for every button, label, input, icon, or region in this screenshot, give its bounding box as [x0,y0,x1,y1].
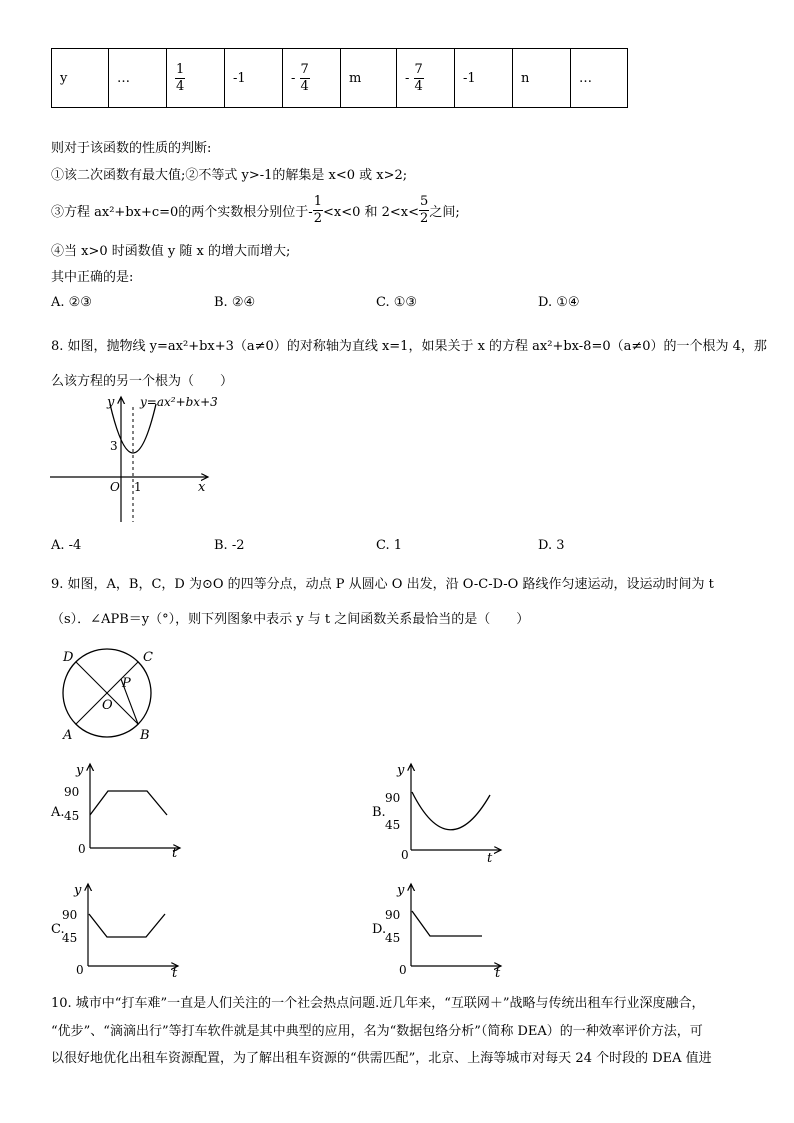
q9-graph-a[interactable] [62,758,187,863]
t-axis-label: t [487,851,493,866]
tick-45: 45 [385,818,401,832]
y-axis-label: y [76,763,84,778]
fraction [300,62,310,95]
q7-option-b[interactable]: B. ②④ [214,295,256,310]
parabola-graph [48,392,223,527]
point-a-label: A [63,728,73,743]
q7-option-c[interactable]: C. ①③ [376,295,418,310]
q7-statement-1-2: ①该二次函数有最大值;②不等式 y>-1的解集是 x<0 或 x>2; [51,168,408,183]
table-cell: m [341,49,397,108]
tick-45: 45 [385,931,401,945]
q10-stem-line1: 10. 城市中“打车难”一直是人们关注的一个社会热点问题.近几年来，“互联网＋”战略与传统出租车行业深度融合， [51,996,705,1011]
origin-label: 0 [399,963,407,977]
point-c-label: C [143,650,153,665]
q8-option-d[interactable]: D. 3 [538,538,565,553]
fraction [419,194,429,227]
q9-graph-d[interactable] [385,878,510,983]
origin-label: 0 [78,842,86,856]
frac-den: 4 [300,78,309,94]
y-axis-label: y [107,395,115,410]
y-axis-label: y [74,883,82,898]
q9-graph-c[interactable] [62,878,187,983]
q7-ask: 其中正确的是: [51,270,134,285]
q9-option-a-label[interactable]: A. [51,805,65,820]
tick-90: 90 [62,908,78,922]
q10-stem-line2: “优步”、“滴滴出行”等打车软件就是其中典型的应用，名为“数据包络分析”（简称 DEA）的一种效率评价方法，可 [51,1024,703,1039]
frac-num: 7 [414,61,423,77]
q9-option-c-label[interactable]: C. [51,922,65,937]
frac-den: 4 [414,78,423,94]
graph-curve [412,792,490,830]
q7-statement-3 [51,190,460,230]
value-table [51,48,628,108]
curve-equation: y=ax²+bx+3 [140,395,218,409]
q9-option-d-label[interactable]: D. [372,922,387,937]
table-cell: -1 [455,49,513,108]
table-cell: n [513,49,571,108]
origin-label: O [110,480,120,494]
q7-option-a[interactable]: A. ②③ [51,295,92,310]
point-b-label: B [140,728,150,743]
x-tick-1: 1 [134,480,142,494]
q7-intro: 则对于该函数的性质的判断: [51,141,212,156]
circle-figure [55,645,170,745]
q7-option-d[interactable]: D. ①④ [538,295,580,310]
q10-stem-line3: 以很好地优化出租车资源配置，为了解出租车资源的“供需匹配”，北京、上海等城市对每天 24 个时段的 DEA 值进 [51,1051,712,1066]
table-cell: - $\frac{7}{4}$ [283,49,341,108]
tick-90: 90 [385,791,401,805]
table-cell: -1 [225,49,283,108]
q8-option-a[interactable]: A. -4 [51,538,82,553]
t-axis-label: t [172,846,178,861]
frac-num: 1 [176,61,185,77]
text-segment: 之间; [429,204,460,220]
text-segment: <x<0 和 2<x< [322,204,420,220]
frac-num: 5 [420,193,429,209]
q8-option-c[interactable]: C. 1 [376,538,403,553]
x-axis-label: x [198,480,206,495]
table-row [52,49,628,108]
fraction [414,62,424,95]
table-cell [167,49,225,108]
graph-line [412,911,482,936]
table-cell: … [571,49,628,108]
tick-45: 45 [62,931,78,945]
table-cell: … [109,49,167,108]
fraction [313,194,323,227]
graph-line [89,914,165,937]
tick-90: 90 [64,785,80,799]
y-tick-3: 3 [110,439,118,453]
q9-stem-line2: （s）．∠APB＝y（°），则下列图象中表示 y 与 t 之间函数关系最恰当的是（ ） [51,612,530,627]
table-cell: - $\frac{7}{4}$ [397,49,455,108]
origin-label: 0 [401,848,409,862]
fraction [175,62,185,95]
q7-statement-4: ④当 x>0 时函数值 y 随 x 的增大而增大; [51,244,291,259]
q8-option-b[interactable]: B. -2 [214,538,245,553]
frac-den: 4 [176,78,185,94]
q8-stem-line2: 么该方程的另一个根为（ ） [51,374,234,389]
tick-45: 45 [64,809,80,823]
q8-stem-line1: 8. 如图，抛物线 y=ax²+bx+3（a≠0）的对称轴为直线 x=1，如果关于 x 的方程 ax²+bx-8=0（a≠0）的一个根为 4，那 [51,339,767,354]
frac-num: 1 [313,193,322,209]
point-o-label: O [102,698,113,713]
q9-option-b-label[interactable]: B. [372,805,386,820]
q9-stem-line1: 9. 如图，A，B，C，D 为⊙O 的四等分点，动点 P 从圆心 O 出发，沿 O-C-D-O 路线作匀速运动，设运动时间为 t [51,577,714,592]
graph-line [90,791,167,815]
y-axis-label: y [397,883,405,898]
origin-label: 0 [76,963,84,977]
frac-num: 7 [300,61,309,77]
point-d-label: D [63,650,74,665]
tick-90: 90 [385,908,401,922]
frac-den: 2 [420,210,429,226]
q9-graph-b[interactable] [385,758,510,866]
frac-den: 2 [313,210,322,226]
y-axis-label: y [397,763,405,778]
point-p-label: P [122,676,131,691]
t-axis-label: t [495,966,501,981]
table-cell: y [52,49,109,108]
t-axis-label: t [172,966,178,981]
text-segment: ③方程 ax²+bx+c=0的两个实数根分别位于- [51,204,313,220]
